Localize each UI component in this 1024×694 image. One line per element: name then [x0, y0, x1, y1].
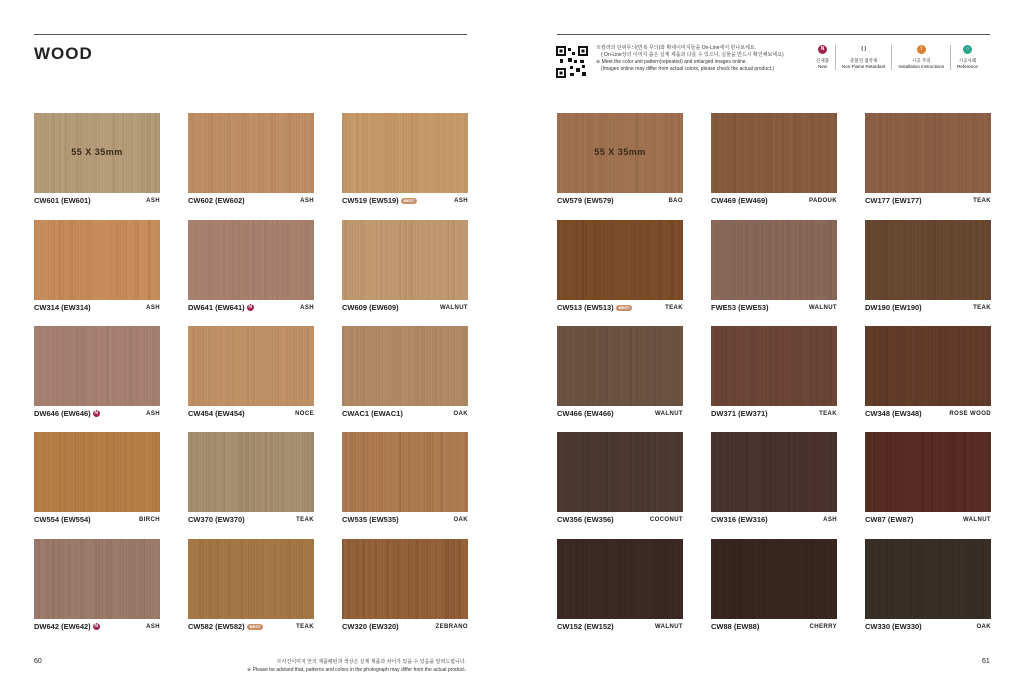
wood-species: TEAK: [973, 197, 991, 204]
product-code-text: DW641 (EW641): [188, 303, 245, 312]
product-code-text: CW513 (EW513): [557, 303, 614, 312]
swatch-tile[interactable]: [34, 326, 160, 418]
legend-label-ko: 신제품: [816, 58, 830, 63]
wood-species: ROSE WOOD: [949, 410, 991, 417]
wood-species: WALNUT: [654, 623, 683, 630]
product-code: [711, 409, 768, 418]
swatch-tile[interactable]: [711, 113, 837, 205]
product-code: [711, 622, 759, 631]
swatch-label: [557, 409, 683, 418]
swatch-tile[interactable]: [34, 539, 160, 631]
top-rule: [557, 34, 990, 35]
page-number: 60: [34, 658, 42, 665]
product-code: [34, 515, 91, 524]
wood-swatch-image: [188, 539, 314, 619]
product-code-text: CW348 (EW348): [865, 409, 922, 418]
swatch-tile[interactable]: [557, 220, 683, 312]
wood-swatch-image: [865, 113, 991, 193]
wood-swatch-image: [711, 326, 837, 406]
swatch-tile[interactable]: [342, 113, 468, 205]
wood-species: TEAK: [973, 304, 991, 311]
product-code: [557, 303, 632, 312]
best-badge: BEST: [401, 198, 418, 204]
product-code: [557, 196, 614, 205]
qr-code-icon[interactable]: [556, 46, 588, 78]
wood-swatch-image: [188, 220, 314, 300]
product-code-text: CW330 (EW330): [865, 622, 922, 631]
swatch-label: [865, 196, 991, 205]
page-number: 61: [982, 658, 990, 665]
wood-species: TEAK: [296, 516, 314, 523]
product-code: [34, 622, 100, 631]
product-code: [34, 303, 91, 312]
swatch-label: [342, 196, 468, 205]
wood-species: PADOUK: [809, 197, 837, 204]
wood-species: OAK: [453, 516, 468, 523]
swatch-label: [711, 303, 837, 312]
product-code: [342, 196, 417, 205]
wood-species: TEAK: [665, 304, 683, 311]
swatch-label: [865, 515, 991, 524]
wood-species: OAK: [453, 410, 468, 417]
wood-swatch-image: [557, 432, 683, 512]
wood-swatch-image: [711, 432, 837, 512]
legend-label-en: Installation Instructions: [898, 64, 945, 69]
legend-item: [892, 45, 951, 70]
product-code: [557, 515, 614, 524]
wood-species: ASH: [146, 623, 160, 630]
swatch-tile[interactable]: [711, 432, 837, 524]
product-code: [188, 515, 245, 524]
wood-swatch-image: [34, 326, 160, 406]
product-code-text: CW177 (EW177): [865, 196, 922, 205]
product-code-text: CW316 (EW316): [711, 515, 768, 524]
product-code: [342, 622, 399, 631]
wood-species: ASH: [454, 197, 468, 204]
product-code: [342, 515, 399, 524]
swatch-label: [557, 303, 683, 312]
swatch-label: [342, 409, 468, 418]
swatch-tile[interactable]: [865, 113, 991, 205]
swatch-tile[interactable]: [188, 432, 314, 524]
product-code-text: DW646 (EW646): [34, 409, 91, 418]
wood-swatch-image: [557, 113, 683, 193]
wood-swatch-image: [711, 220, 837, 300]
new-badge-icon: N: [94, 623, 98, 629]
swatch-tile[interactable]: [557, 539, 683, 631]
product-code-text: CW356 (EW356): [557, 515, 614, 524]
swatch-tile[interactable]: [865, 539, 991, 631]
product-code-text: CW601 (EW601): [34, 196, 91, 205]
swatch-tile[interactable]: [188, 326, 314, 418]
swatch-label: [711, 409, 837, 418]
product-code: [342, 303, 399, 312]
wood-swatch-image: [865, 539, 991, 619]
legend-icon: ○: [963, 45, 972, 54]
swatch-tile[interactable]: [188, 113, 314, 205]
swatch-label: [557, 196, 683, 205]
wood-species: ASH: [146, 410, 160, 417]
wood-swatch-image: [34, 432, 160, 512]
wood-species: ASH: [300, 197, 314, 204]
wood-swatch-image: [865, 432, 991, 512]
product-code: [711, 303, 769, 312]
swatch-label: [188, 622, 314, 631]
icon-legend: [810, 45, 978, 70]
swatch-label: [342, 303, 468, 312]
disclaimer-footnote: ※사진이미지 안의 제품패턴과 색상은 실제 제품과 차이가 있을 수 있음을 알려드립니다. ※ Please be advised that, patterns and colors in the photograph may differ from the actual product.: [247, 659, 466, 673]
wood-swatch-image: [188, 326, 314, 406]
product-code: [342, 409, 403, 418]
best-badge: BEST: [247, 624, 264, 630]
product-code-text: CW582 (EW582): [188, 622, 245, 631]
swatch-label: [865, 303, 991, 312]
wood-species: ASH: [823, 516, 837, 523]
swatch-tile[interactable]: [557, 326, 683, 418]
sample-size-label: 55 X 35mm: [594, 147, 646, 157]
sample-size-label: 55 X 35mm: [71, 147, 123, 157]
online-notice: ※컬러의 단위무늬(반복 무늬)와 확대이미지들을 On-Line에서 만나보세요. ( On-Line상의 이미지 출은 실제 제품과 다를 수 있으니, 실물을 반드시 확인해보세요) ※ Meet the color unit pattern(repeated) and enlarged images online. (Images online may differ from actual colors, please check the actual product.): [596, 45, 784, 72]
product-code-text: CWAC1 (EWAC1): [342, 409, 403, 418]
product-code: [557, 409, 614, 418]
swatch-label: [711, 196, 837, 205]
wood-species: WALNUT: [439, 304, 468, 311]
legend-item: [836, 45, 892, 70]
product-code-text: CW602 (EW602): [188, 196, 245, 205]
swatch-label: [711, 622, 837, 631]
wood-species: TEAK: [296, 623, 314, 630]
new-badge-icon: N: [94, 410, 98, 416]
swatch-label: [557, 622, 683, 631]
swatch-label: [342, 515, 468, 524]
product-code-text: DW642 (EW642): [34, 622, 91, 631]
swatch-label: [865, 409, 991, 418]
wood-swatch-image: [557, 326, 683, 406]
wood-species: WALNUT: [808, 304, 837, 311]
wood-species: WALNUT: [654, 410, 683, 417]
swatch-label: [711, 515, 837, 524]
product-code-text: FWE53 (EWE53): [711, 303, 769, 312]
wood-species: WALNUT: [962, 516, 991, 523]
product-code: [865, 409, 922, 418]
product-code: [865, 196, 922, 205]
swatch-label: [188, 303, 314, 312]
wood-swatch-image: [342, 220, 468, 300]
top-rule: [34, 34, 467, 35]
legend-icon: N: [818, 45, 827, 54]
wood-species: TEAK: [819, 410, 837, 417]
wood-species: BIRCH: [139, 516, 160, 523]
wood-species: OAK: [976, 623, 991, 630]
legend-icon: !: [917, 45, 926, 54]
wood-swatch-image: [342, 432, 468, 512]
product-code: [188, 622, 263, 631]
legend-label-ko: 시공사례: [958, 58, 977, 63]
product-code-text: CW469 (EW469): [711, 196, 768, 205]
swatch-tile[interactable]: [342, 326, 468, 418]
product-code-text: CW454 (EW454): [188, 409, 245, 418]
swatch-tile[interactable]: [34, 432, 160, 524]
legend-label-en: New: [818, 64, 828, 69]
product-code-text: DW190 (EW190): [865, 303, 922, 312]
wood-swatch-image: [188, 432, 314, 512]
swatch-label: [557, 515, 683, 524]
wood-swatch-image: [188, 113, 314, 193]
wood-species: ASH: [300, 304, 314, 311]
product-code: [188, 303, 254, 312]
swatch-tile[interactable]: [711, 539, 837, 631]
legend-label-ko: 준불연 접착제: [850, 58, 878, 63]
best-badge: BEST: [616, 305, 633, 311]
swatch-tile[interactable]: [711, 326, 837, 418]
swatch-tile[interactable]: [865, 326, 991, 418]
product-code-text: CW87 (EW87): [865, 515, 914, 524]
swatch-tile[interactable]: [34, 220, 160, 312]
swatch-label: [34, 622, 160, 631]
product-code-text: DW371 (EW371): [711, 409, 768, 418]
swatch-tile[interactable]: [557, 432, 683, 524]
legend-label-en: Reference: [957, 64, 978, 69]
wood-swatch-image: [557, 539, 683, 619]
legend-label-en: Non-Flame Retardant: [842, 64, 886, 69]
product-code: [188, 196, 245, 205]
swatch-label: [342, 622, 468, 631]
product-code: [865, 303, 922, 312]
wood-species: NOCE: [295, 410, 314, 417]
page-title: WOOD: [34, 44, 93, 63]
product-code: [188, 409, 245, 418]
wood-species: COCONUT: [649, 516, 683, 523]
wood-swatch-image: [711, 113, 837, 193]
swatch-label: [34, 409, 160, 418]
swatch-tile[interactable]: [557, 113, 683, 205]
wood-species: ASH: [146, 304, 160, 311]
product-code: [711, 515, 768, 524]
wood-swatch-image: [865, 326, 991, 406]
swatch-tile[interactable]: [342, 220, 468, 312]
swatch-label: [34, 303, 160, 312]
product-code: [34, 196, 91, 205]
right-page: [512, 0, 1024, 694]
wood-species: BAO: [668, 197, 683, 204]
swatch-tile[interactable]: [711, 220, 837, 312]
product-code: [34, 409, 100, 418]
wood-swatch-image: [34, 539, 160, 619]
product-code-text: CW370 (EW370): [188, 515, 245, 524]
wood-swatch-image: [865, 220, 991, 300]
wood-swatch-image: [342, 539, 468, 619]
new-badge-icon: N: [248, 304, 252, 310]
swatch-tile[interactable]: [342, 539, 468, 631]
legend-icon: ( ): [859, 45, 868, 54]
wood-swatch-image: [34, 113, 160, 193]
swatch-tile[interactable]: [34, 113, 160, 205]
swatch-tile[interactable]: [342, 432, 468, 524]
wood-species: ASH: [146, 197, 160, 204]
swatch-label: [188, 196, 314, 205]
wood-swatch-image: [34, 220, 160, 300]
swatch-label: [34, 515, 160, 524]
product-code-text: CW554 (EW554): [34, 515, 91, 524]
product-code-text: CW320 (EW320): [342, 622, 399, 631]
swatch-label: [34, 196, 160, 205]
product-code-text: CW466 (EW466): [557, 409, 614, 418]
swatch-tile[interactable]: [865, 432, 991, 524]
product-code-text: CW314 (EW314): [34, 303, 91, 312]
swatch-label: [188, 515, 314, 524]
product-code-text: CW152 (EW152): [557, 622, 614, 631]
product-code-text: CW579 (EW579): [557, 196, 614, 205]
wood-swatch-image: [557, 220, 683, 300]
legend-label-ko: 시공 주의: [911, 58, 931, 63]
wood-species: ZEBRANO: [435, 623, 468, 630]
wood-swatch-image: [342, 113, 468, 193]
swatch-tile[interactable]: [188, 220, 314, 312]
legend-item: [810, 45, 836, 70]
product-code: [865, 622, 922, 631]
wood-species: CHERRY: [809, 623, 837, 630]
product-code-text: CW535 (EW535): [342, 515, 399, 524]
wood-swatch-image: [711, 539, 837, 619]
product-code-text: CW519 (EW519): [342, 196, 399, 205]
product-code: [711, 196, 768, 205]
legend-item: [951, 45, 978, 70]
swatch-tile[interactable]: [865, 220, 991, 312]
swatch-label: [188, 409, 314, 418]
product-code-text: CW88 (EW88): [711, 622, 760, 631]
swatch-label: [865, 622, 991, 631]
product-code-text: CW609 (EW609): [342, 303, 399, 312]
swatch-tile[interactable]: [188, 539, 314, 631]
product-code: [865, 515, 913, 524]
wood-swatch-image: [342, 326, 468, 406]
product-code: [557, 622, 614, 631]
